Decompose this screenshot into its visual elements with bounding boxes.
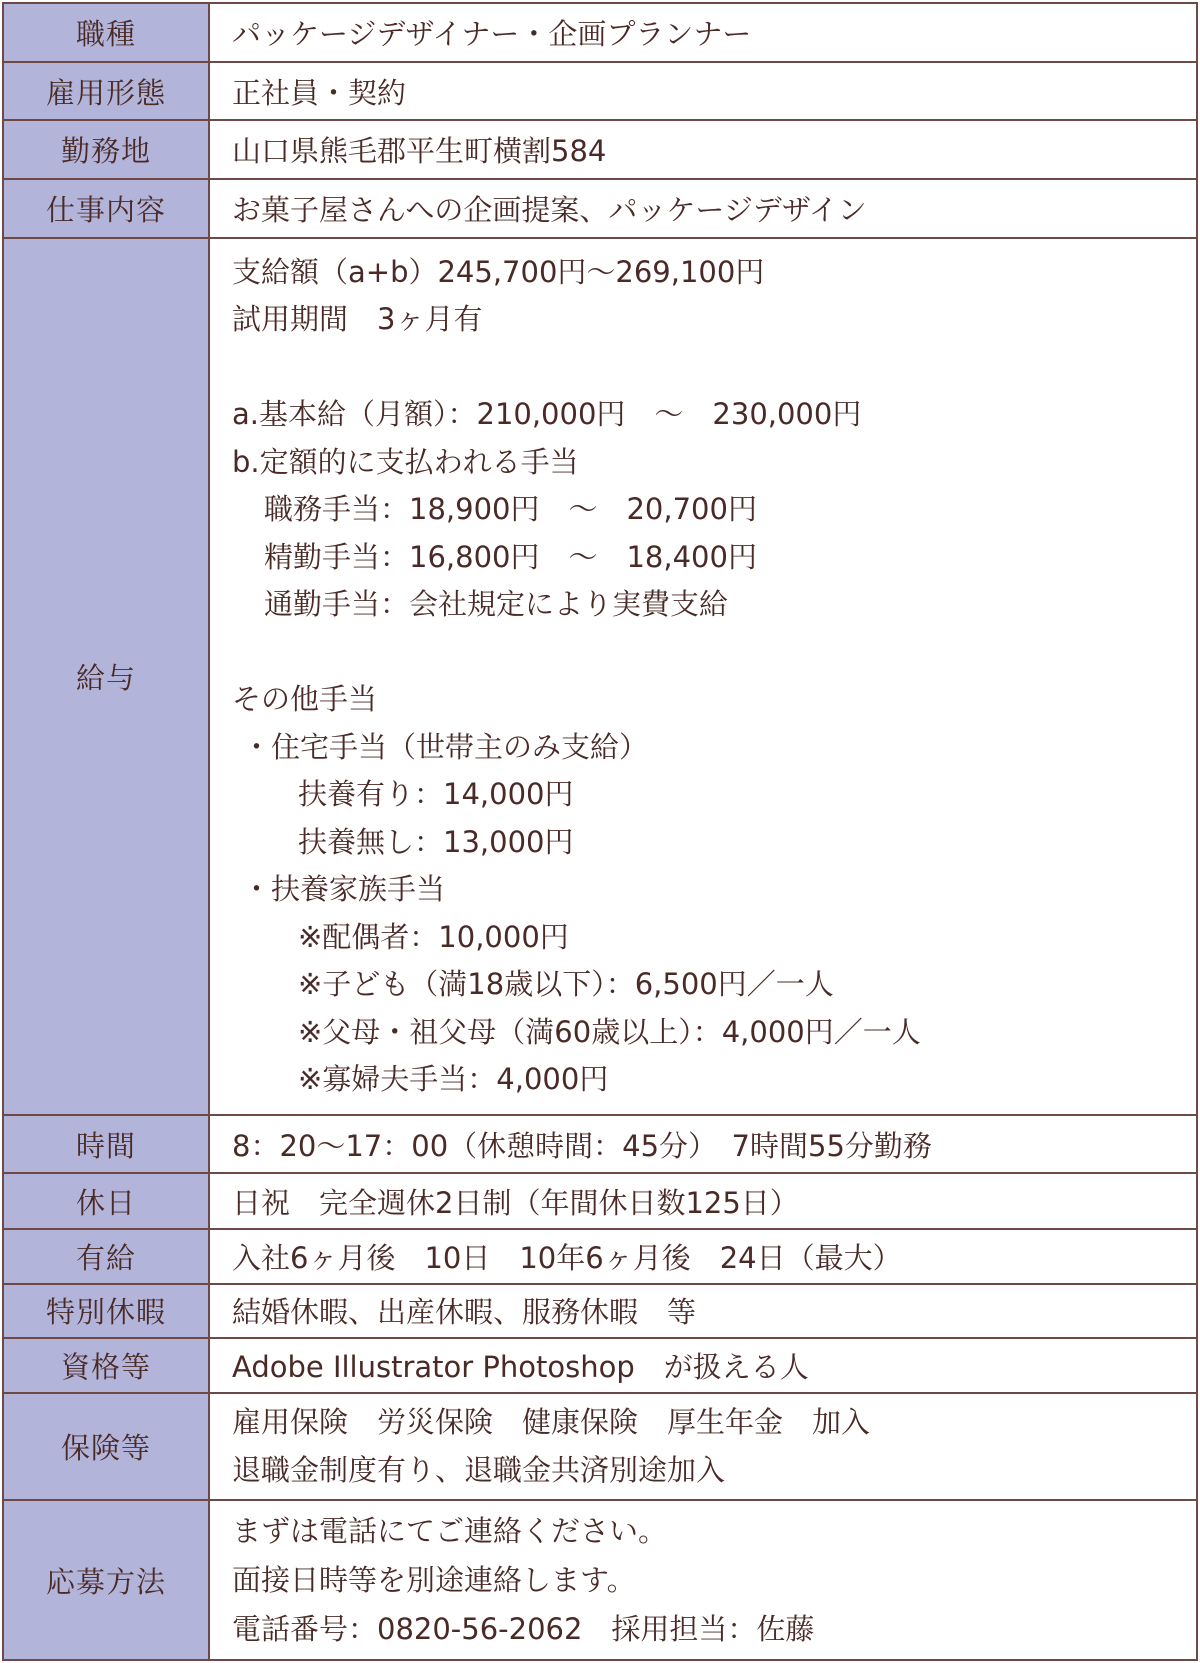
row-qualifications [3,1338,1197,1393]
row-work [3,179,1197,238]
row-employment [3,62,1197,121]
insurance-line: 退職金制度有り、退職金共済別途加入 [232,1452,726,1487]
label-paid-leave: 有給 [3,1229,209,1284]
value-special-leave: 結婚休暇、出産休暇、服務休暇 等 [209,1284,1197,1339]
salary-line: ※子ども（満18歳以下）：6,500円／一人 [298,967,834,1002]
row-paid-leave [3,1229,1197,1284]
label-apply: 応募方法 [3,1500,209,1660]
row-special-leave [3,1284,1197,1339]
salary-line: ※父母・祖父母（満60歳以上）：4,000円／一人 [298,1014,921,1049]
row-apply [3,1500,1197,1660]
value-work: お菓子屋さんへの企画提案、パッケージデザイン [209,179,1197,238]
value-insurance [209,1393,1197,1500]
salary-line: ・扶養家族手当 [242,872,446,907]
insurance-line: 雇用保険 労災保険 健康保険 厚生年金 加入 [232,1405,871,1440]
value-paid-leave: 入社6ヶ月後 10日 10年6ヶ月後 24日（最大） [209,1229,1197,1284]
label-employment: 雇用形態 [3,62,209,121]
value-salary [209,238,1197,1115]
row-job-type [3,3,1197,62]
job-info-table [2,2,1198,1661]
label-job-type: 職種 [3,3,209,62]
salary-line: 精勤手当：16,800円 〜 18,400円 [264,539,757,574]
value-hours: 8：20〜17：00（休憩時間：45分） 7時間55分勤務 [209,1115,1197,1174]
apply-line: まずは電話にてご連絡ください。 [232,1513,668,1548]
value-apply [209,1500,1197,1660]
row-holidays [3,1173,1197,1229]
salary-line: 支給額（a+b）245,700円〜269,100円 [232,254,765,289]
salary-line: a.基本給（月額）：210,000円 〜 230,000円 [232,397,862,432]
spacer [232,344,1196,392]
spacer [232,629,1196,677]
label-qualifications: 資格等 [3,1338,209,1393]
value-employment: 正社員・契約 [209,62,1197,121]
label-location: 勤務地 [3,120,209,179]
value-location: 山口県熊毛郡平生町横割584 [209,120,1197,179]
salary-line: ・住宅手当（世帯主のみ支給） [242,729,649,764]
label-insurance: 保険等 [3,1393,209,1500]
salary-line: 通勤手当：会社規定により実費支給 [264,587,729,622]
salary-line: 職務手当：18,900円 〜 20,700円 [264,492,757,527]
row-salary [3,238,1197,1115]
salary-line: 扶養無し：13,000円 [298,824,574,859]
value-holidays: 日祝 完全週休2日制（年間休日数125日） [209,1173,1197,1229]
apply-line: 面接日時等を別途連絡します。 [232,1562,636,1597]
label-special-leave: 特別休暇 [3,1284,209,1339]
label-hours: 時間 [3,1115,209,1174]
salary-line: 扶養有り：14,000円 [298,777,574,812]
row-hours [3,1115,1197,1174]
label-salary: 給与 [3,238,209,1115]
value-qualifications: Adobe Illustrator Photoshop が扱える人 [209,1338,1197,1393]
salary-line: ※配偶者：10,000円 [298,919,569,954]
row-location [3,120,1197,179]
salary-line: 試用期間 3ヶ月有 [232,302,483,337]
salary-line: その他手当 [232,682,378,717]
apply-line: 電話番号：0820-56-2062 採用担当：佐藤 [232,1611,815,1646]
value-job-type: パッケージデザイナー・企画プランナー [209,3,1197,62]
label-holidays: 休日 [3,1173,209,1229]
salary-line: ※寡婦夫手当：4,000円 [298,1062,609,1097]
label-work: 仕事内容 [3,179,209,238]
row-insurance [3,1393,1197,1500]
salary-line: b.定額的に支払われる手当 [232,444,579,479]
